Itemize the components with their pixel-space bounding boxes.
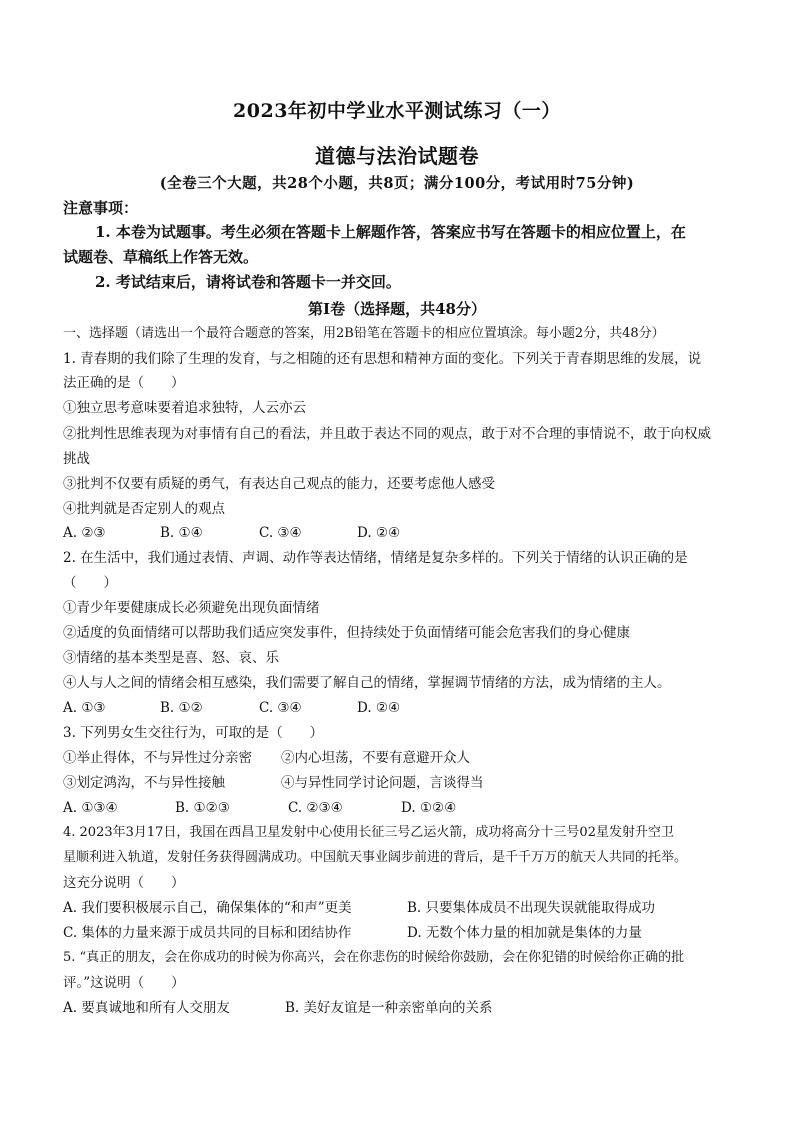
section-title: 第Ⅰ卷（选择题，共48分） [308, 300, 486, 318]
q1-statement-4: ④批判就是否定别人的观点 [63, 501, 225, 517]
q3-statement-2: ②内心坦荡，不要有意避开众人 [281, 750, 470, 766]
q1-option-d: D. ②④ [357, 525, 401, 541]
q1-stem-line-2: 法正确的是（ ） [63, 375, 185, 391]
note-2: 2. 考试结束后，请将试卷和答题卡一并交回。 [95, 273, 401, 291]
q2-option-b: B. ①② [160, 700, 203, 716]
q2-statement-2: ②适度的负面情绪可以帮助我们适应突发事件，但持续处于负面情绪可能会危害我们的身心健康 [63, 625, 630, 641]
exam-subtitle: 道德与法治试题卷 [315, 144, 479, 168]
q2-option-d: D. ②④ [357, 700, 401, 716]
section-instructions: 一、选择题（请选出一个最符合题意的答案，用2B铅笔在答题卡的相应位置填涂。每小题2分，共48分） [63, 326, 665, 341]
q3-statement-1: ①举止得体，不与异性过分亲密 [63, 750, 252, 766]
q5-option-a: A. 要真诚地和所有人交朋友 [63, 1000, 230, 1016]
q1-option-a: A. ②③ [63, 525, 106, 541]
q2-stem-line-2: （ ） [63, 575, 117, 591]
q3-option-c: C. ②③④ [288, 800, 343, 816]
q2-stem-line-1: 2. 在生活中，我们通过表情、声调、动作等表达情绪，情绪是复杂多样的。下列关于情绪的认识正确的是 [63, 550, 688, 566]
q3-option-b: B. ①②③ [175, 800, 230, 816]
q3-statement-3: ③划定鸿沟，不与异性接触 [63, 775, 225, 791]
q3-option-a: A. ①③④ [63, 800, 118, 816]
q1-option-b: B. ①④ [160, 525, 203, 541]
q4-stem-line-2: 星顺利进入轨道，发射任务获得圆满成功。中国航天事业阔步前进的背后，是千千万万的航天人共同的托举。 [63, 850, 688, 865]
note-1-line-1: 1. 本卷为试题事。考生必须在答题卡上解题作答，答案应书写在答题卡的相应位置上，在 [95, 223, 686, 241]
q1-statement-2-line-2: 挑战 [63, 451, 90, 467]
q2-statement-3: ③情绪的基本类型是喜、怒、哀、乐 [63, 650, 279, 666]
note-1-line-2: 试题卷、草稿纸上作答无效。 [63, 248, 259, 266]
q4-option-b: B. 只要集体成员不出现失误就能取得成功 [407, 900, 656, 916]
q4-option-c: C. 集体的力量来源于成员共同的目标和团结协作 [63, 925, 352, 941]
q4-option-a: A. 我们要积极展示自己，确保集体的“和声”更美 [63, 900, 352, 916]
q2-option-c: C. ③④ [259, 700, 302, 716]
q4-option-d: D. 无数个体力量的相加就是集体的力量 [407, 925, 642, 941]
q1-statement-3: ③批判不仅要有质疑的勇气，有表达自己观点的能力，还要考虑他人感受 [63, 476, 495, 492]
q3-statement-4: ④与异性同学讨论问题，言谈得当 [281, 775, 484, 791]
q4-stem-line-1: 4. 2023年3月17日，我国在西昌卫星发射中心使用长征三号乙运火箭，成功将高分十三号02星发射升空卫 [63, 825, 674, 840]
q2-statement-1: ①青少年要健康成长必须避免出现负面情绪 [63, 600, 320, 616]
exam-info: (全卷三个大题，共28个小题，共8页；满分100分，考试用时75分钟) [159, 175, 635, 192]
q5-stem-line-1: 5. “真正的朋友，会在你成功的时候为你高兴，会在你悲伤的时候给你鼓励，会在你犯错的时候给你正确的批 [63, 950, 685, 965]
q5-stem-line-2: 评。”这说明（ ） [63, 975, 185, 991]
q5-option-b: B. 美好友谊是一种亲密单向的关系 [285, 1000, 493, 1016]
notes-heading: 注意事项： [63, 199, 139, 217]
q1-stem-line-1: 1. 青春期的我们除了生理的发育，与之相随的还有思想和精神方面的变化。下列关于青春期思维的发展，说 [63, 351, 702, 367]
exam-title: 2023年初中学业水平测试练习（一） [233, 100, 561, 122]
q1-statement-2-line-1: ②批判性思维表现为对事情有自己的看法，并且敢于表达不同的观点，敢于对不合理的事情说不，敢于向权威 [63, 426, 711, 442]
q1-statement-1: ①独立思考意味要着追求独特，人云亦云 [63, 400, 306, 416]
q3-stem: 3. 下列男女生交往行为，可取的是（ ） [63, 725, 324, 741]
q2-option-a: A. ①③ [63, 700, 106, 716]
q2-statement-4: ④人与人之间的情绪会相互感染，我们需要了解自己的情绪，掌握调节情绪的方法，成为情绪的主人。 [63, 675, 671, 691]
q1-option-c: C. ③④ [259, 525, 302, 541]
q3-option-d: D. ①②④ [401, 800, 457, 816]
q4-stem-line-3: 这充分说明（ ） [63, 875, 185, 891]
